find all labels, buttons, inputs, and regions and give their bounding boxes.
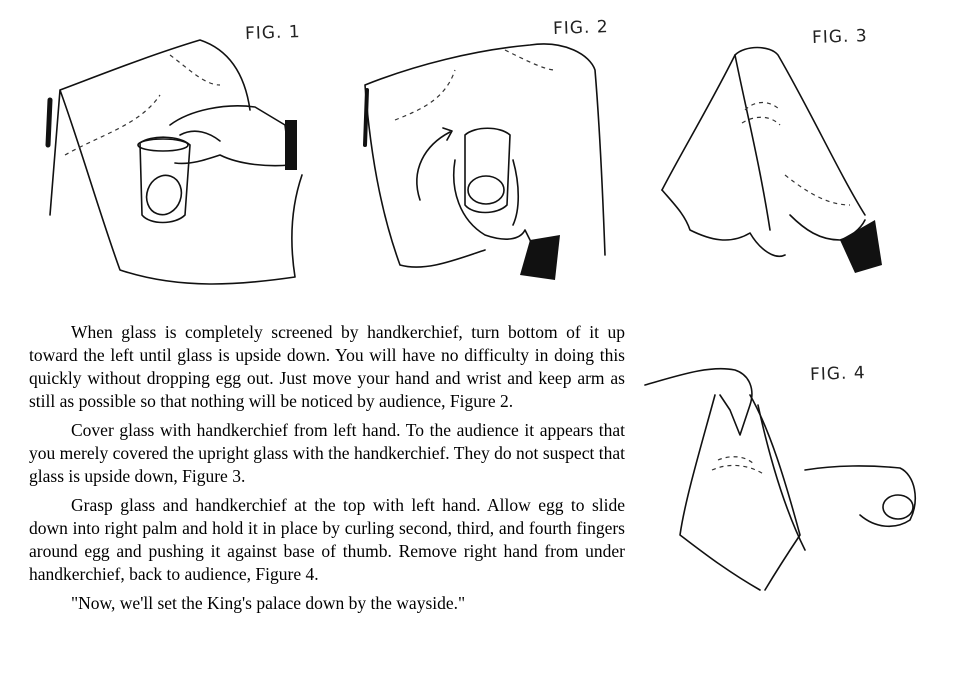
- article-body: [29, 321, 625, 621]
- paragraph-4-quote: "Now, we'll set the King's palace down by the wayside.": [71, 593, 466, 613]
- figure-1-illustration: [40, 15, 330, 295]
- figure-4-label: FIG. 4: [809, 363, 866, 385]
- paragraph-1: When glass is completely screened by handkerchief, turn bottom of it up toward the left until glass is upside down. You will have no difficulty in doing this quickly without dropping egg out. Just move your hand and wrist and keep arm as still as possible so that nothing will be noticed by audience, Figure 2.: [29, 322, 625, 411]
- figure-4-illustration: [640, 350, 940, 600]
- paragraph-3: Grasp glass and handkerchief at the top with left hand. Allow egg to slide down into right palm and hold it in place by curling second, third, and fourth fingers around egg and pushing it against base of thumb. Remove right hand from under handkerchief, back to audience, Figure 4.: [29, 495, 625, 584]
- figure-1-label: FIG. 1: [244, 22, 301, 44]
- figure-2-label: FIG. 2: [552, 17, 609, 39]
- figure-2-drawing: [355, 10, 630, 290]
- figure-3-drawing: [650, 15, 920, 290]
- figure-1-drawing: [40, 15, 330, 295]
- figure-3-illustration: [650, 15, 920, 290]
- figure-2-illustration: [355, 10, 630, 290]
- figure-3-label: FIG. 3: [811, 26, 868, 48]
- figure-4-drawing: [640, 350, 940, 600]
- paragraph-2: Cover glass with handkerchief from left hand. To the audience it appears that you merely covered the upright glass with the handkerchief. They do not suspect that glass is upside down, Figure 3.: [29, 420, 625, 486]
